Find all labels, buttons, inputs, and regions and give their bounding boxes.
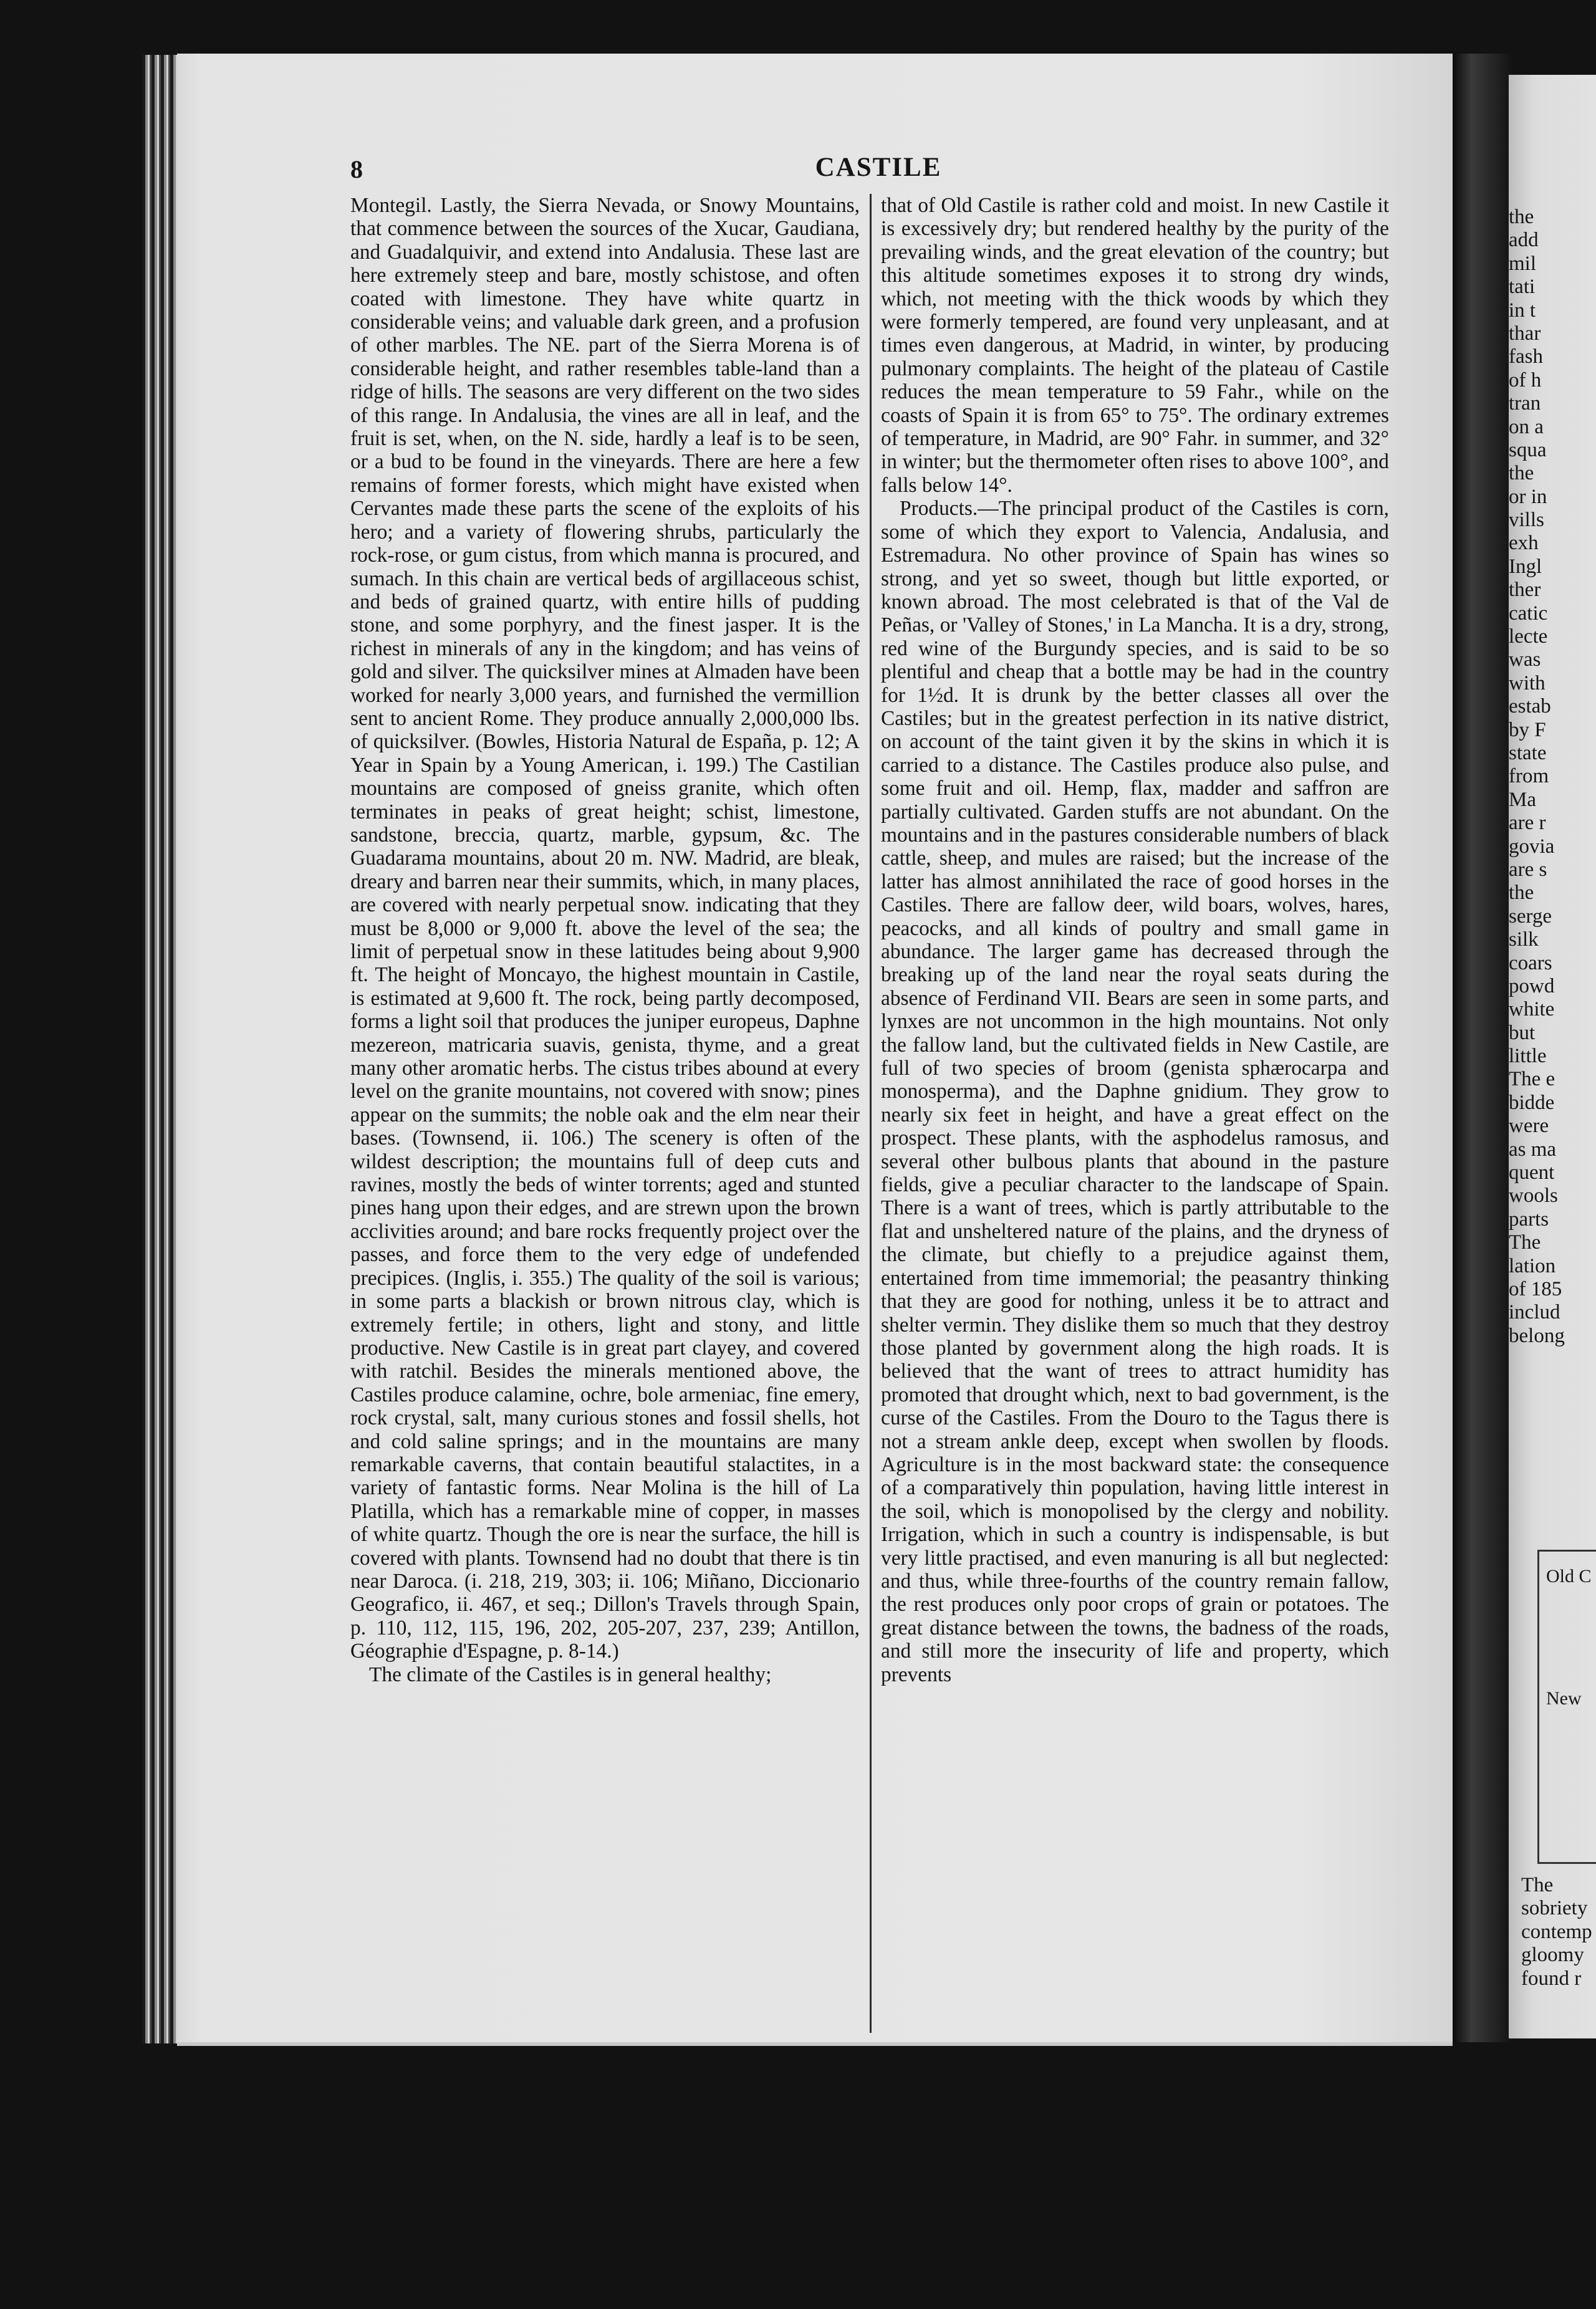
facing-page-line: but (1509, 1021, 1536, 1044)
facing-page-line: were (1509, 1115, 1549, 1138)
facing-table-row: New (1546, 1688, 1582, 1709)
facing-page-line: powd (1509, 974, 1555, 997)
page-gutter-shadow (1453, 54, 1515, 2042)
column-divider (870, 194, 872, 2033)
facing-page-line: serge (1509, 905, 1552, 928)
facing-table-row: Old C (1546, 1566, 1592, 1587)
facing-page-line: as ma (1509, 1138, 1557, 1161)
facing-page-line: or in (1509, 485, 1547, 508)
facing-page-line: estab (1509, 695, 1551, 718)
facing-page-bottom-line: sobriety (1521, 1897, 1588, 1920)
facing-page-line: mil (1509, 252, 1537, 275)
facing-page-line: white (1509, 998, 1555, 1021)
facing-page-bottom-line: The (1521, 1874, 1554, 1896)
facing-page-line: coars (1509, 951, 1552, 974)
facing-page-bottom-line: gloomy (1521, 1944, 1584, 1967)
facing-page-line: are r (1509, 812, 1546, 835)
right-paragraph-1: that of Old Castile is rather cold and moist. In new Castile it is excessively dry; but rendered healthy by the purity of the prevailing winds, and the great elevation of the country; but this altitude sometimes exposes it to strong dry winds, which, not meeting with the thick woods by which they were formerly tempered, are found very unpleasant, and at times even dangerous, at Madrid, in winter, by producing pulmonary complaints. The height of the plateau of Castile reduces the mean temperature to 59 Fahr., while on the coasts of Spain it is from 65° to 75°. The ordinary extremes of temperature, in Madrid, are 90° Fahr. in summer, and 32° in winter; but the thermometer often rises to above 100°, and falls below 14°. (881, 194, 1389, 497)
facing-page-line: catic (1509, 602, 1548, 625)
running-head: CASTILE (815, 153, 942, 182)
facing-page-line: wools (1509, 1184, 1558, 1207)
facing-page-line: Ma (1509, 788, 1536, 811)
left-paragraph-2: The climate of the Castiles is in general healthy; (369, 1663, 772, 1686)
facing-page-line: silk (1509, 928, 1539, 951)
facing-page-line: ther (1509, 578, 1541, 602)
facing-page-line: belong (1509, 1324, 1565, 1347)
left-paragraph-1: Montegil. Lastly, the Sierra Nevada, or Snowy Mountains, that commence between the sources of the Xucar, Gaudiana, and Guadalquivir, and extend into Andalusia. These last are here extremely steep and bare, mostly schistose, and often coated with limestone. They have white quartz in considerable veins; and valuable dark green, and a profusion of other marbles. The NE. part of the Sierra Morena is of considerable height, and rather resembles table-land than a ridge of hills. The seasons are very different on the two sides of this range. In Andalusia, the vines are all in leaf, and the fruit is set, when, on the N. side, hardly a leaf is to be seen, or a bud to be found in the vineyards. There are here a few remains of former forests, which might have existed when Cervantes made these parts the scene of the exploits of his hero; and a variety of flowering shrubs, particularly the rock-rose, or gum cistus, from which manna is procured, and sumach. In this chain are vertical beds of argillaceous schist, and beds of grained quartz, with entire hills of pudding stone, and some porphyry, and the finest jasper. It is the richest in minerals of any in the kingdom; and has veins of gold and silver. The quicksilver mines at Almaden have been worked for nearly 3,000 years, and furnished the vermillion sent to ancient Rome. They produce annually 2,000,000 lbs. of quicksilver. (Bowles, Historia Natural de España, p. 12; A Year in Spain by a Young American, i. 199.) The Castilian mountains are composed of gneiss granite, which often terminates in peaks of great height; schist, limestone, sandstone, breccia, quartz, marble, gypsum, &c. The Guadarama mountains, about 20 m. NW. Madrid, are bleak, dreary and barren near their summits, which, in many places, are covered with nearly perpetual snow. indicating that they must be 8,000 or 9,000 ft. above the level of the sea; the limit of perpetual snow in these latitudes being about 9,900 ft. The height of Moncayo, the highest mountain in Castile, is estimated at 9,600 ft. The rock, being partly decomposed, forms a light soil that produces the juniper europeus, Daphne mezereon, matricaria suavis, genista, thyme, and a great many other aromatic herbs. The cistus tribes abound at every level on the granite mountains, not covered with snow; pines appear on the summits; the noble oak and the elm near their bases. (Townsend, ii. 106.) The scenery is often of the wildest description; the mountains full of deep cuts and ravines, mostly the beds of winter torrents; aged and stunted pines hang upon their edges, and are strewn upon the brown acclivities around; and bare rocks frequently project over the passes, and force them to the very edge of undefended precipices. (Inglis, i. 355.) The quality of the soil is various; in some parts a blackish or brown nitrous clay, which is extremely fertile; in others, light and stony, and little productive. New Castile is in great part clayey, and covered with ratchil. Besides the minerals mentioned above, the Castiles produce calamine, ochre, bole armeniac, fine emery, rock crystal, salt, many curious stones and fossil shells, hot and cold saline springs; and in the mountains are many remarkable caverns, that contain beautiful stalactites, in a variety of fantastic forms. Near Molina is the hill of La Platilla, which has a remarkable mine of copper, in masses of white quartz. Though the ore is near the surface, the hill is covered with plants. Townsend had no doubt that there is tin near Daroca. (i. 218, 219, 303; ii. 106; Miñano, Diccionario Geografico, ii. 467, et seq.; Dillon's Travels through Spain, p. 110, 112, 115, 196, 202, 205-207, 237, 239; Antillon, Géographie d'Espagne, p. 8-14.) (350, 194, 860, 1663)
facing-page-line: lation (1509, 1254, 1556, 1277)
facing-page-line: with (1509, 671, 1546, 694)
facing-page-line: quent (1509, 1161, 1555, 1184)
facing-page-line: in t (1509, 299, 1536, 322)
facing-page-line: of 185 (1509, 1277, 1562, 1300)
facing-page-line: fash (1509, 345, 1543, 368)
facing-page-line: the (1509, 206, 1534, 228)
facing-page-line: on a (1509, 415, 1544, 438)
facing-page-line: little (1509, 1045, 1547, 1068)
facing-page-line: tran (1509, 392, 1541, 415)
facing-page-line: squa (1509, 438, 1547, 461)
facing-page-line: the (1509, 462, 1534, 485)
facing-page-line: parts (1509, 1207, 1549, 1231)
facing-page-line: includ (1509, 1301, 1560, 1324)
facing-page-bottom-text (1521, 1874, 1596, 1990)
facing-page-bottom-line: found r (1521, 1967, 1582, 1990)
right-paragraph-2: Products.—The principal product of the Castiles is corn, some of which they export to Valencia, Andalusia, and Estremadura. No other province of Spain has wines so strong, and yet so sweet, though but little exported, or known abroad. The most celebrated is that of the Val de Peñas, or 'Valley of Stones,' in La Mancha. It is a dry, strong, red wine of the Burgundy species, and is said to be so plentiful and cheap that a bottle may be had in the country for 1½d. It is drunk by the better classes all over the Castiles; but in the greatest perfection in its native district, on account of the taint given it by the skins in which it is carried to a distance. The Castiles produce also pulse, and some fruit and oil. Hemp, flax, madder and saffron are partially cultivated. Garden stuffs are not abundant. On the mountains and in the pastures considerable numbers of black cattle, sheep, and mules are raised; but the increase of the latter has almost annihilated the race of good horses in the Castiles. There are fallow deer, wild boars, wolves, hares, peacocks, and all kinds of poultry and small game in abundance. The larger game has decreased through the breaking up of the land near the royal seats during the absence of Ferdinand VII. Bears are seen in some parts, and lynxes are not uncommon in the high mountains. Not only the fallow land, but the cultivated fields in New Castile, are full of two species of broom (genista sphærocarpa and monosperma), and the Daphne gnidium. They grow to nearly six feet in height, and have a great effect on the prospect. These plants, with the asphodelus ramosus, and several other bulbous plants that abound in the pasture fields, give a peculiar character to the landscape of Spain. There is a want of trees, which is partly attributable to the flat and unsheltered nature of the plains, and the dryness of the climate, but chiefly to a prejudice against them, entertained from time immemorial; the peasantry thinking that they are good for nothing, unless it be to attract and shelter vermin. They dislike them so much that they destroy those planted by government along the high roads. It is believed that the want of trees to attract humidity has promoted that drought which, next to bad government, is the curse of the Castiles. From the Douro to the Tagus there is not a stream ankle deep, except when swollen by floods. Agriculture is in the most backward state: the consequence of a comparatively thin population, having little interest in the soil, which is monopolised by the clergy and nobility. Irrigation, which in such a country is indispensable, is but very little practised, and even manuring is all but neglected: and thus, while three-fourths of the country remain fallow, the rest produces only poor crops of grain or potatoes. The great distance between the towns, the badness of the roads, and still more the insecurity of life and property, which prevents (881, 497, 1389, 1686)
facing-page-line: of h (1509, 368, 1542, 391)
facing-page-line: thar (1509, 322, 1541, 345)
facing-page-bottom-line: contemp (1521, 1920, 1592, 1943)
facing-page-line: The (1509, 1231, 1541, 1254)
facing-page-text (1509, 206, 1596, 1348)
right-column (881, 194, 1389, 2039)
facing-page-line: govia (1509, 835, 1555, 858)
facing-page-line: add (1509, 229, 1539, 252)
book-binding-edge (142, 55, 177, 2043)
page-number: 8 (350, 155, 363, 183)
facing-page-line: from (1509, 765, 1549, 788)
facing-page-line: vills (1509, 509, 1544, 532)
facing-page-line: lecte (1509, 625, 1548, 648)
facing-page-line: the (1509, 881, 1534, 905)
left-column (350, 194, 860, 2039)
facing-page-line: by F (1509, 718, 1546, 741)
facing-page-line: was (1509, 648, 1541, 671)
facing-page-line: are s (1509, 858, 1547, 881)
facing-page-line: exh (1509, 532, 1539, 555)
facing-page-line: The e (1509, 1068, 1555, 1091)
facing-page-line: state (1509, 741, 1547, 764)
facing-page-line: Ingl (1509, 555, 1542, 578)
facing-page-line: bidde (1509, 1091, 1555, 1114)
facing-page-line: tati (1509, 276, 1536, 299)
